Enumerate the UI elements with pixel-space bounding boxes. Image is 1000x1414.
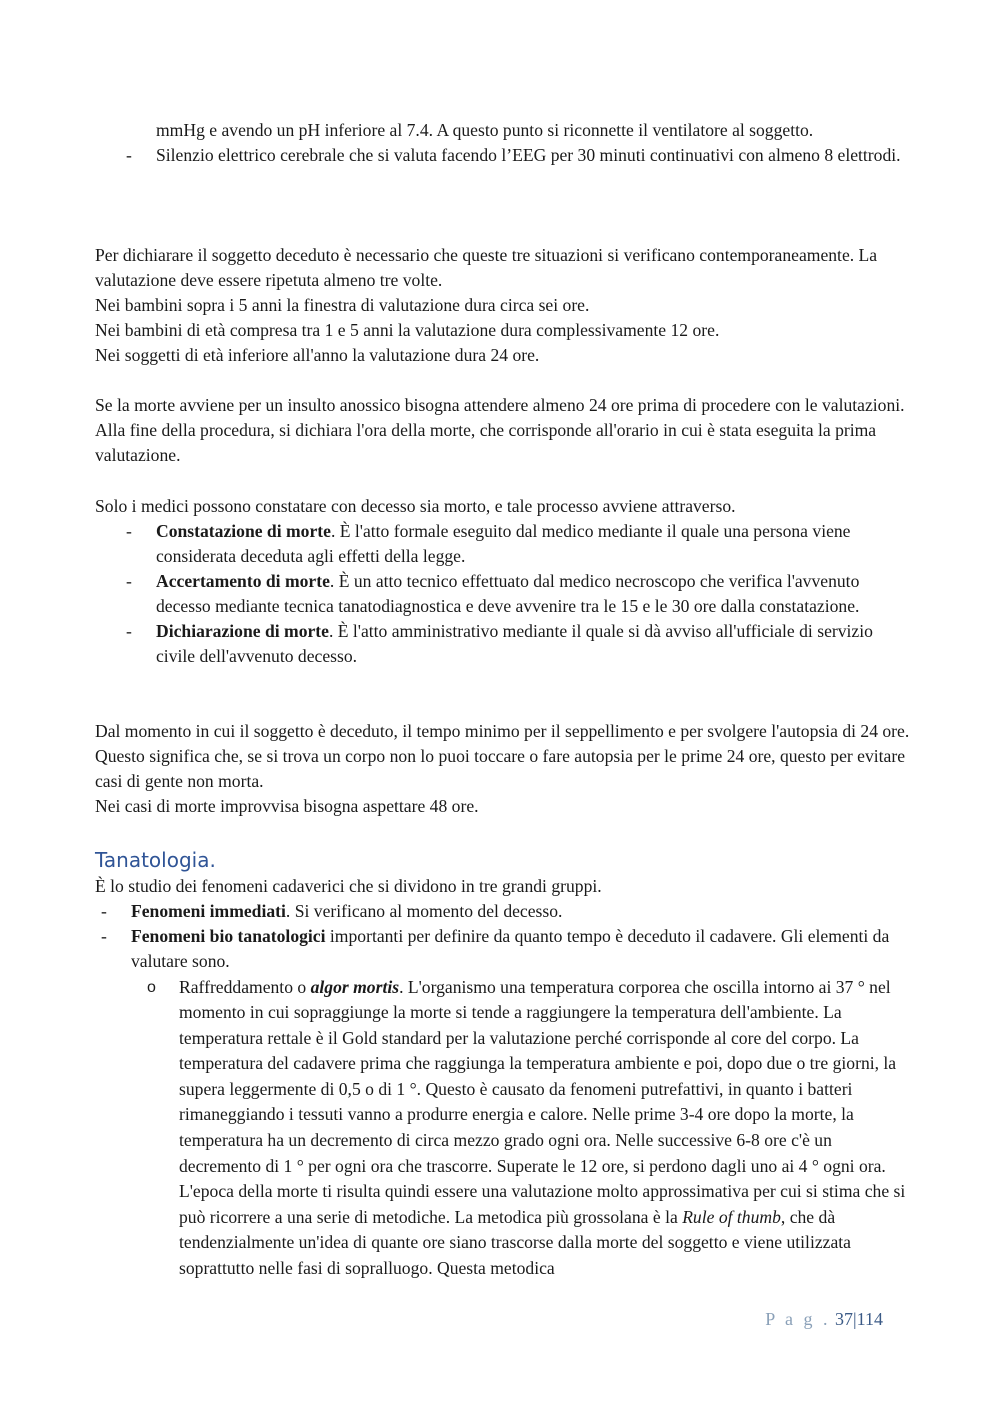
sub-item-text-end: , che dà tendenzialmente un'idea di quante ore siano trascorse dalla morte del soggetto e viene utilizzata soprattutto nelle fasi di sopralluogo. Questa metodica xyxy=(179,1206,851,1279)
list-item xyxy=(95,519,910,569)
list-item-text: importanti per definire da quanto tempo è deceduto il cadavere. Gli elementi da valutare sono. xyxy=(131,926,890,971)
paragraph-death-procedures xyxy=(95,494,910,669)
sub-item-term: algor mortis xyxy=(310,976,400,997)
paragraph-line: Nei casi di morte improvvisa bisogna aspettare 48 ore. xyxy=(95,796,479,816)
paragraph-line: Nei bambini sopra i 5 anni la finestra di valutazione dura circa sei ore. xyxy=(95,295,590,315)
list-bullet: - xyxy=(101,901,107,921)
section-tanatologia xyxy=(95,874,910,1282)
page-label: P a g . xyxy=(765,1309,831,1329)
death-procedure-list xyxy=(95,519,910,669)
page-total: 114 xyxy=(856,1309,883,1329)
list-term: Fenomeni bio tanatologici xyxy=(131,926,326,946)
page-footer xyxy=(765,1307,883,1331)
page-number: 37 xyxy=(835,1309,854,1329)
list-term: Accertamento di morte xyxy=(156,571,330,591)
paragraph-line: Dal momento in cui il soggetto è deceduto, il tempo minimo per il seppellimento e per svolgere l'autopsia di 24 ore. Questo significa che, se si trova un corpo non lo puoi toccare o fare autopsia per le prime 24 ore, questo per evitare casi di gente non morta. xyxy=(95,721,910,791)
paragraph-line: Nei soggetti di età inferiore all'anno la valutazione dura 24 ore. xyxy=(95,345,540,365)
list-bullet: - xyxy=(126,571,132,591)
list-bullet: - xyxy=(101,926,107,946)
paragraph-evaluation xyxy=(95,243,910,368)
sub-item-pre: Raffreddamento o xyxy=(179,976,311,997)
phenomena-list xyxy=(95,899,910,974)
paragraph-anoxic xyxy=(95,393,910,468)
list-item-text: Silenzio elettrico cerebrale che si valuta facendo l’EEG per 30 minuti continuativi con almeno 8 elettrodi. xyxy=(156,145,901,165)
list-item xyxy=(95,143,910,168)
list-term: Constatazione di morte xyxy=(156,521,331,541)
top-list xyxy=(95,118,910,168)
page-separator: | xyxy=(853,1309,857,1329)
sub-item-text: . L'organismo una temperatura corporea che oscilla intorno ai 37 ° nel momento in cui sopraggiunge la morte si tende a raggiungere la temperatura dell'ambiente. La temperatura rettale è il Gold standard per la valutazione perché corrisponde al core del corpo. La temperatura del cadavere prima che raggiunga la temperatura ambiente e poi, dopo due o tre giorni, la supera leggermente di 0,5 o di 1 °. Questo è causato da fenomeni putrefattivi, in quanto i batteri rimaneggiando i tessuti vanno a produrre energia e calore. Nelle prime 3-4 ore dopo la morte, la temperatura ha un decremento di circa mezzo grado ogni ora. Nelle successive 6-8 ore c'è un decremento di 1 ° per ogni ora che trascorre. Superate le 12 ore, si perdono dagli uno ai 4 ° ogni ora. L'epoca della morte ti risulta quindi essere una valutazione molto approssimativa per cui si stima che si può ricorrere a una serie di metodiche. La metodica più grossolana è la xyxy=(179,976,906,1227)
paragraph-line: Nei bambini di età compresa tra 1 e 5 anni la valutazione dura complessivamente 12 ore. xyxy=(95,320,720,340)
list-term: Fenomeni immediati xyxy=(131,901,286,921)
list-bullet: - xyxy=(126,145,132,165)
list-item xyxy=(95,924,910,974)
list-term: Dichiarazione di morte xyxy=(156,621,329,641)
sub-list-item xyxy=(95,974,910,1282)
list-item-text: . Si verificano al momento del decesso. xyxy=(285,901,563,921)
paragraph-burial xyxy=(95,719,910,819)
paragraph-line: Per dichiarare il soggetto deceduto è necessario che queste tre situazioni si verificano contemporaneamente. La valutazione deve essere ripetuta almeno tre volte. xyxy=(95,245,878,290)
section-heading: Tanatologia. xyxy=(95,848,216,872)
list-item xyxy=(95,569,910,619)
list-item-text: . È l'atto amministrativo mediante il quale si dà avviso all'ufficiale di servizio civile dell'avvenuto decesso. xyxy=(156,621,873,666)
list-item-text: . È un atto tecnico effettuato dal medico necroscopo che verifica l'avvenuto decesso mediante tecnica tanatodiagnostica e deve avvenire tra le 15 e le 30 ore dalla constatazione. xyxy=(156,571,860,616)
list-item-text: . È l'atto formale eseguito dal medico mediante il quale una persona viene considerata deceduta agli effetti della legge. xyxy=(156,521,851,566)
list-bullet: - xyxy=(126,521,132,541)
sub-item-italic: Rule of thumb xyxy=(682,1206,781,1227)
sub-list-bullet: o xyxy=(147,979,156,996)
section-intro: È lo studio dei fenomeni cadaverici che si dividono in tre grandi gruppi. xyxy=(95,876,602,896)
list-bullet: - xyxy=(126,621,132,641)
list-item xyxy=(95,619,910,669)
paragraph-text: Se la morte avviene per un insulto anossico bisogna attendere almeno 24 ore prima di procedere con le valutazioni. Alla fine della procedura, si dichiara l'ora della morte, che corrisponde all'orario in cui è stata eseguita la prima valutazione. xyxy=(95,395,905,465)
list-item xyxy=(95,899,910,924)
paragraph-intro: Solo i medici possono constatare con decesso sia morto, e tale processo avviene attraverso. xyxy=(95,496,736,516)
list-item-continuation: mmHg e avendo un pH inferiore al 7.4. A questo punto si riconnette il ventilatore al soggetto. xyxy=(156,120,814,140)
